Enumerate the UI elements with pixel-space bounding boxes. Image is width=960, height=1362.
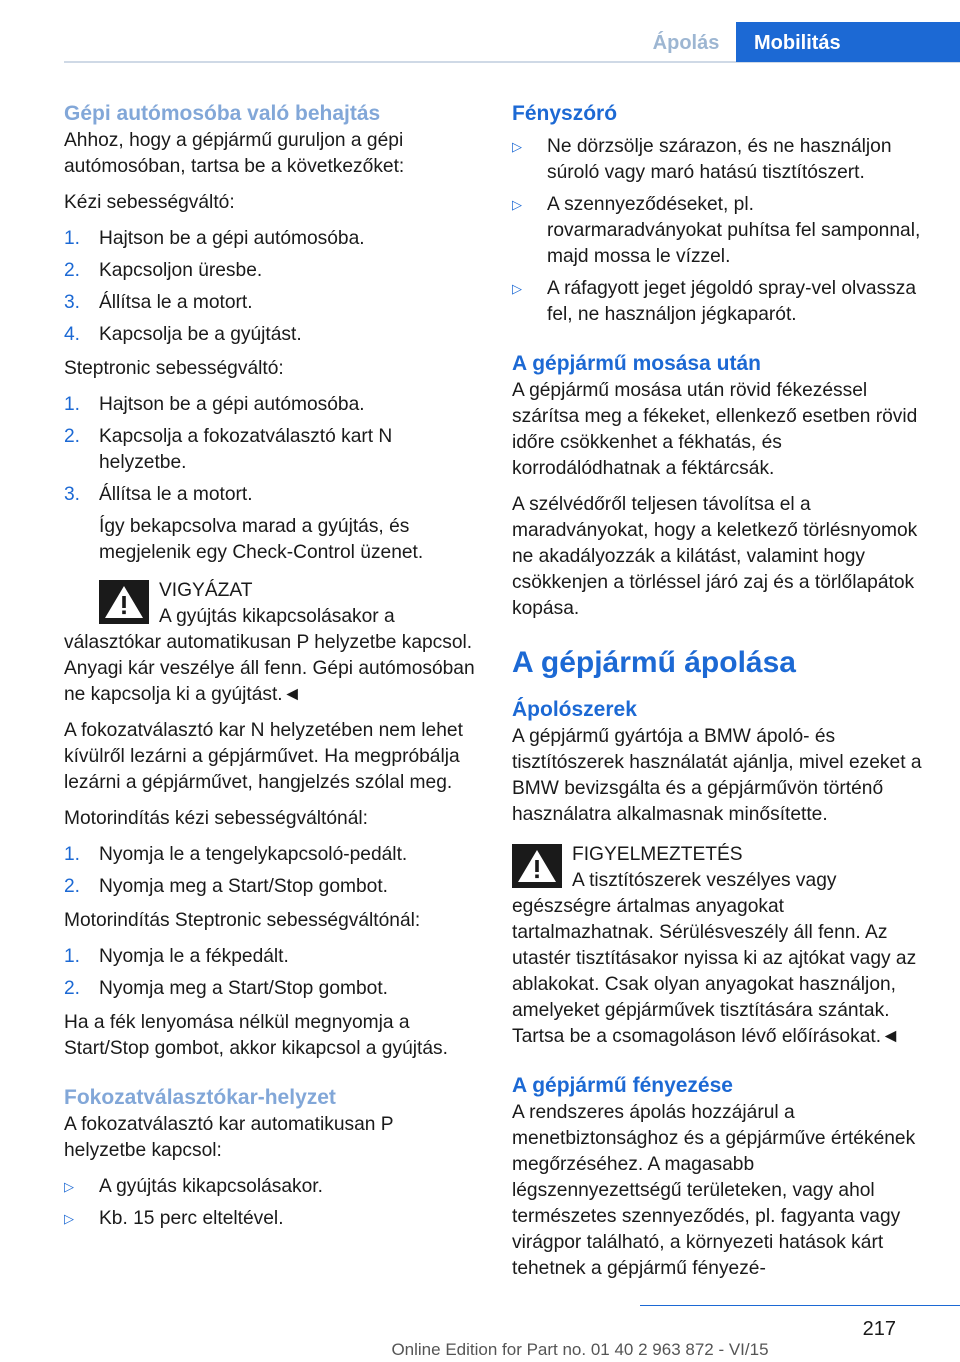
right-column bbox=[512, 100, 926, 1292]
list-item: ▷ A ráfagyott jeget jégoldó spray-vel olvassza fel, ne használjon jégkaparót. bbox=[512, 278, 917, 325]
warning-title: VIGYÁZAT bbox=[159, 580, 253, 601]
triangle-bullet-icon: ▷ bbox=[512, 281, 522, 296]
heading-after-wash: A gépjármű mosása után bbox=[512, 352, 761, 375]
list-item: 2. Kapcsoljon üresbe. bbox=[64, 260, 263, 281]
list-item: 4. Kapcsolja be a gyújtást. bbox=[64, 324, 302, 345]
list-item: ▷ Ne dörzsölje szárazon, és ne használjon súroló vagy maró hatású tisztítószert. bbox=[512, 136, 892, 183]
triangle-bullet-icon: ▷ bbox=[64, 1179, 74, 1194]
steptronic-start-steps bbox=[64, 944, 478, 1002]
triangle-bullet-icon: ▷ bbox=[64, 1211, 74, 1226]
brake-note: Ha a fék lenyomása nélkül megnyomja a Start/Stop gombot, akkor kikapcsol a gyújtás. bbox=[64, 1012, 448, 1059]
tab-mobility[interactable]: Mobilitás bbox=[736, 22, 960, 62]
lock-note: A fokozatválasztó kar N helyzetében nem lehet kívülről lezárni a gépjárművet. Ha megpróbálja lezárni a gépjárművet, hangjelzés szólal meg. bbox=[64, 720, 463, 793]
steptronic-label: Steptronic sebességváltó: bbox=[64, 358, 284, 379]
list-item: 3. Állítsa le a motort. Így bekapcsolva marad a gyújtás, és megjelenik egy Check-Control üzenet. bbox=[64, 482, 478, 566]
list-item: 2. Kapcsolja a fokozatválasztó kart N helyzetbe. bbox=[64, 426, 393, 473]
heading-selector: Fokozatválasztókar-helyzet bbox=[64, 1086, 336, 1109]
manual-start-steps bbox=[64, 842, 478, 900]
heading-paintwork: A gépjármű fényezése bbox=[512, 1074, 733, 1097]
manual-steps bbox=[64, 226, 478, 348]
warning-triangle-icon bbox=[512, 844, 562, 888]
step3-note: Így bekapcsolva marad a gyújtás, és megjelenik egy Check-Control üzenet. bbox=[99, 516, 424, 563]
care-products-text: A gépjármű gyártója a BMW ápoló- és tisztítószerek használatát ajánlja, mivel ezeket a BMW bevizsgálta és a gépjárművön történő használatra alkalmasnak minősítette. bbox=[512, 726, 922, 825]
carwash-intro: Ahhoz, hogy a gépjármű guruljon a gépi autómosóban, tartsa be a következőket: bbox=[64, 130, 405, 177]
after-wash-text-2: A szélvédőről teljesen távolítsa el a maradványokat, hogy a keletkező törlésnyomok ne akadályozzák a kilátást, valamint hogy csökkenjen a törléssel járó zaj és a törlőlapátok kopása. bbox=[512, 494, 918, 619]
after-wash-text-1: A gépjármű mosása után rövid fékezéssel szárítsa meg a fékeket, ellenkező esetben rövid időre csökkenhet a fékhatás, és korrodálódhatnak a féktárcsák. bbox=[512, 380, 918, 479]
heading-carwash: Gépi autómosóba való behajtás bbox=[64, 102, 381, 125]
footer-rule bbox=[640, 1305, 960, 1306]
heading-headlight: Fényszóró bbox=[512, 102, 618, 125]
list-item: 1. Hajtson be a gépi autómosóba. bbox=[64, 228, 365, 249]
paintwork-text: A rendszeres ápolás hozzájárul a menetbiztonsághoz és a gépjárműve értékének megőrzéséhez. A magasabb légszennyezettségű területeken, vagy ahol természetes szennyeződés, pl. fagyanta vagy virágpor található, a környezeti hatások kárt tehetnek a gépjármű fényezé- bbox=[512, 1102, 916, 1279]
list-item: ▷ A szennyeződéseket, pl. rovarmaradványokat puhítsa fel samponnal, majd mossa le vízzel. bbox=[512, 194, 921, 267]
manual-start-label: Motorindítás kézi sebességváltónál: bbox=[64, 808, 368, 829]
warning-text: A tisztítószerek veszélyes vagy egészségre ártalmas anyagokat tartalmazhatnak. Sérülésveszély áll fenn. Az utastér tisztításakor nyissa ki az ajtókat vagy az ablakokat. Csak olyan anyagokat használjon, amelyeket gépjárművek tisztítására szántak. Tartsa be a csomagoláson lévő előírásokat.◄ bbox=[512, 870, 917, 1047]
triangle-bullet-icon: ▷ bbox=[512, 197, 522, 212]
list-item: 2. Nyomja meg a Start/Stop gombot. bbox=[64, 978, 389, 999]
steptronic-start-label: Motorindítás Steptronic sebességváltónál: bbox=[64, 910, 421, 931]
steptronic-steps bbox=[64, 392, 478, 566]
manual-gearbox-label: Kézi sebességváltó: bbox=[64, 192, 235, 213]
headlight-list bbox=[512, 134, 926, 328]
triangle-bullet-icon: ▷ bbox=[512, 139, 522, 154]
list-item: 3. Állítsa le a motort. bbox=[64, 292, 253, 313]
page-number: 217 bbox=[862, 1318, 896, 1340]
heading-vehicle-care: A gépjármű ápolása bbox=[512, 646, 796, 679]
list-item: ▷ A gyújtás kikapcsolásakor. bbox=[64, 1174, 478, 1200]
list-item: 1. Nyomja le a fékpedált. bbox=[64, 946, 289, 967]
heading-care-products: Ápolószerek bbox=[512, 698, 637, 721]
list-item: 1. Hajtson be a gépi autómosóba. bbox=[64, 394, 365, 415]
selector-intro: A fokozatválasztó kar automatikusan P helyzetbe kapcsol: bbox=[64, 1114, 394, 1161]
list-item: ▷ Kb. 15 perc elteltével. bbox=[64, 1206, 478, 1232]
warning-title: FIGYELMEZTETÉS bbox=[572, 844, 743, 865]
warning-box-caution bbox=[64, 574, 478, 708]
selector-list bbox=[64, 1174, 478, 1232]
warning-triangle-icon bbox=[99, 580, 149, 624]
warning-box-warning bbox=[512, 838, 926, 1050]
warning-text: A gyújtás kikapcsolásakor a választókar automatikusan P helyzetbe kapcsol. Anyagi kár veszélye áll fenn. Gépi autómosóban ne kapcsolja ki a gyújtást.◄ bbox=[64, 606, 475, 705]
tab-care[interactable]: Ápolás bbox=[652, 32, 720, 54]
list-item: 1. Nyomja le a tengelykapcsoló-pedált. bbox=[64, 844, 408, 865]
edition-note: Online Edition for Part no. 01 40 2 963 872 - VI/15 bbox=[391, 1340, 769, 1359]
left-column bbox=[64, 100, 478, 1240]
list-item: 2. Nyomja meg a Start/Stop gombot. bbox=[64, 876, 389, 897]
